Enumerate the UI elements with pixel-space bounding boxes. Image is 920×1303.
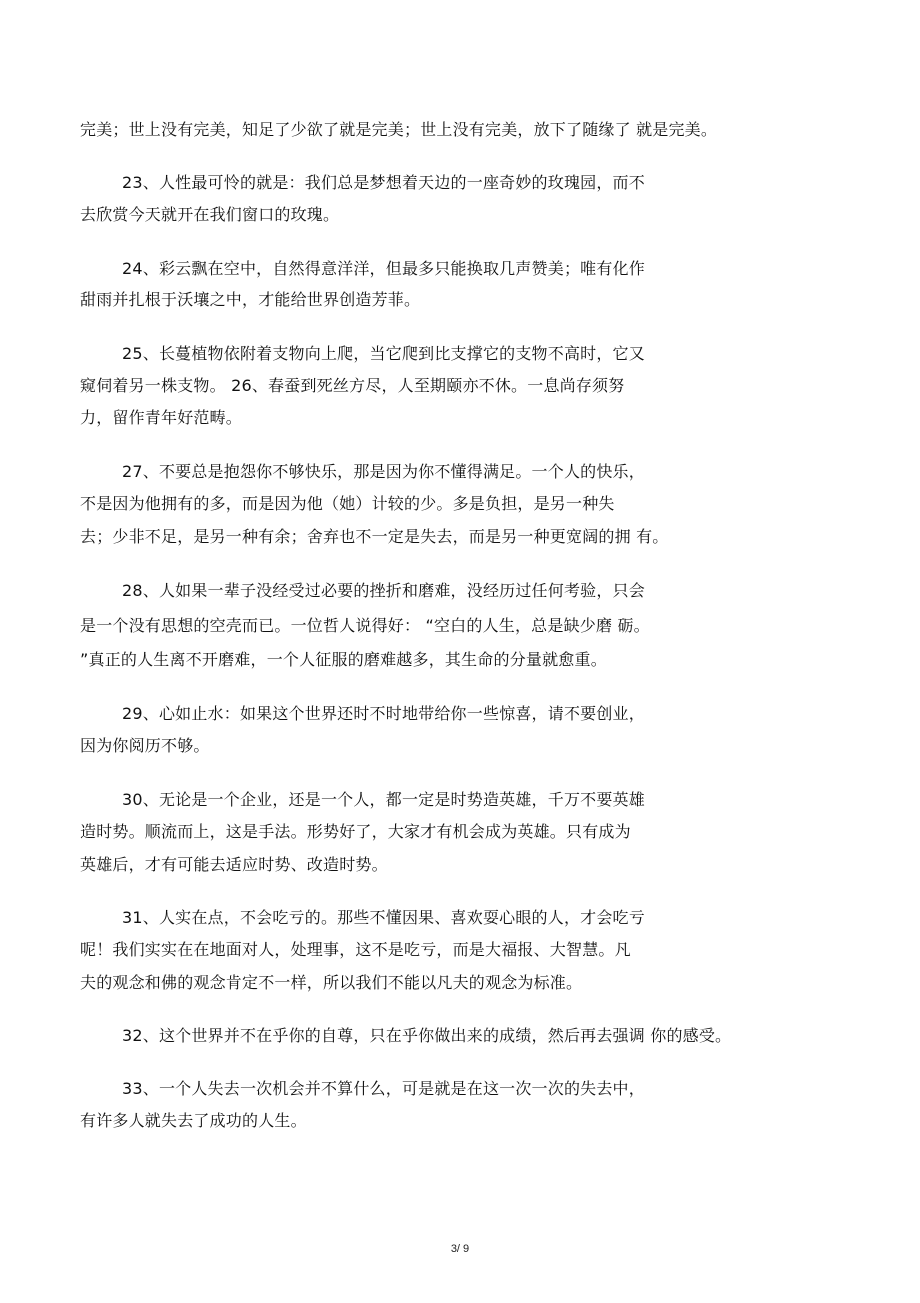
text-line: 有许多人就失去了成功的人生。 bbox=[80, 1111, 307, 1130]
text-line: 27、不要总是抱怨你不够快乐，那是因为你不懂得满足。一个人的快乐， bbox=[122, 462, 645, 481]
text-line: 33、一个人失去一次机会并不算什么，可是就是在这一次一次的失去中， bbox=[122, 1079, 645, 1098]
text-line: 32、这个世界并不在乎你的自尊，只在乎你做出来的成绩，然后再去强调 你的感受。 bbox=[122, 1026, 732, 1045]
text-line: 甜雨并扎根于沃壤之中，才能给世界创造芳菲。 bbox=[80, 290, 421, 309]
text-line: 英雄后，才有可能去适应时势、改造时势。 bbox=[80, 855, 388, 874]
text-line: 力，留作青年好范畴。 bbox=[80, 408, 243, 427]
text-line: 不是因为他拥有的多，而是因为他（她）计较的少。多是负担，是另一种失 bbox=[80, 494, 615, 513]
text-line: 是一个没有思想的空壳而已。一位哲人说得好： “空白的人生，总是缺少磨 砺。 bbox=[80, 616, 650, 635]
text-line: 因为你阅历不够。 bbox=[80, 736, 210, 755]
text-line: 夫的观念和佛的观念肯定不一样，所以我们不能以凡夫的观念为标准。 bbox=[80, 973, 583, 992]
text-line: 29、心如止水：如果这个世界还时不时地带给你一些惊喜，请不要创业， bbox=[122, 704, 645, 723]
text-line: 造时势。顺流而上，这是手法。形势好了，大家才有机会成为英雄。只有成为 bbox=[80, 822, 631, 841]
text-line: 去欣赏今天就开在我们窗口的玫瑰。 bbox=[80, 205, 340, 224]
text-line: 30、无论是一个企业，还是一个人，都一定是时势造英雄，千万不要英雄 bbox=[122, 790, 645, 809]
text-line: 窥伺着另一株支物。 26、春蚕到死丝方尽，人至期颐亦不休。一息尚存须努 bbox=[80, 376, 625, 395]
text-line: 完美；世上没有完美，知足了少欲了就是完美；世上没有完美，放下了随缘了 就是完美。 bbox=[80, 120, 718, 139]
text-line: 24、彩云飘在空中，自然得意洋洋，但最多只能换取几声赞美；唯有化作 bbox=[122, 259, 645, 278]
text-line: 31、人实在点，不会吃亏的。那些不懂因果、喜欢耍心眼的人，才会吃亏 bbox=[122, 908, 645, 927]
text-line: 呢！我们实实在在地面对人，处理事，这不是吃亏，而是大福报、大智慧。凡 bbox=[80, 940, 631, 959]
text-line: ”真正的人生离不开磨难，一个人征服的磨难越多，其生命的分量就愈重。 bbox=[80, 650, 607, 669]
text-line: 28、人如果一辈子没经受过必要的挫折和磨难，没经历过任何考验，只会 bbox=[122, 581, 645, 600]
page-number: 3/ 9 bbox=[450, 1243, 470, 1255]
text-line: 25、长蔓植物依附着支物向上爬，当它爬到比支撑它的支物不高时，它又 bbox=[122, 344, 645, 363]
text-line: 去；少非不足，是另一种有余；舍弃也不一定是失去，而是另一种更宽阔的拥 有。 bbox=[80, 527, 669, 546]
text-line: 23、人性最可怜的就是：我们总是梦想着天边的一座奇妙的玫瑰园，而不 bbox=[122, 173, 645, 192]
